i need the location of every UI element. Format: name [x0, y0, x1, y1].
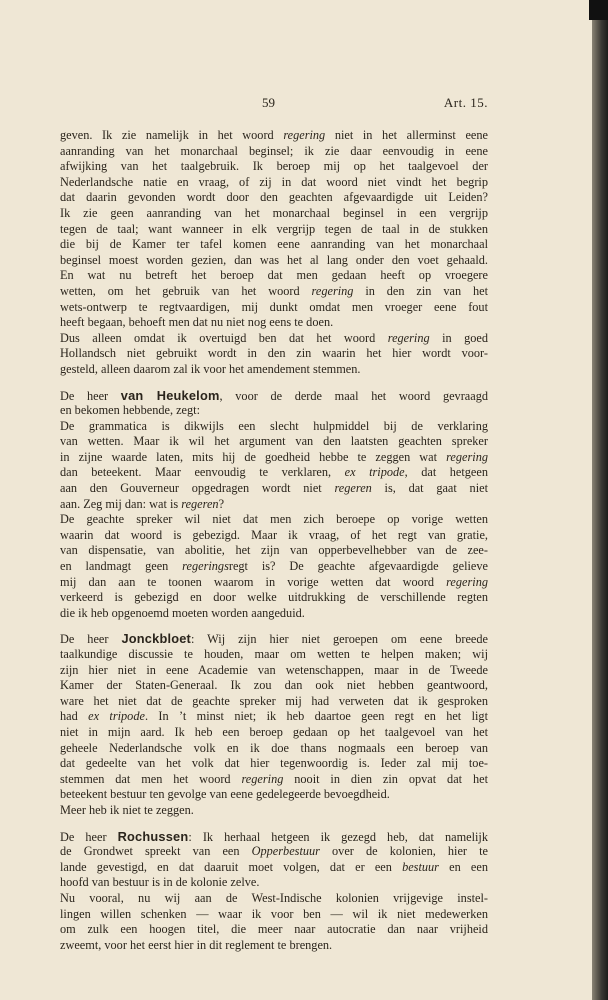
- italic-term: ex tripode: [88, 709, 145, 724]
- text-line: dat gedeelte van het volk dat hier tegenwoordig is. Ieder zal mij toe-: [60, 756, 488, 771]
- text-line: had ex tripode. In ’t minst niet; ik heb daartoe geen regt en het ligt: [60, 709, 488, 724]
- paragraph-gap: [60, 621, 488, 631]
- text-line: De geachte spreker wil niet dat men zich beroepe op vorige wetten: [60, 512, 488, 527]
- page-edge: [592, 0, 608, 1000]
- text-line: lande gevestigd, en dat daaruit moet volgen, dat er een bestuur en een: [60, 859, 488, 874]
- text-line: beginsel moest worden gezien, dan was het al lang onder den voet gehaald.: [60, 252, 488, 267]
- italic-term: regering: [446, 449, 488, 464]
- text-line: aan den Gouverneur opgedragen wordt niet regeren is, dat gaat niet: [60, 481, 488, 496]
- text-line: ware het niet dat de geachte spreker mij had verweten dat ik gesproken: [60, 693, 488, 708]
- text-line: en bekomen hebbende, zegt:: [60, 403, 200, 418]
- speaker-name: van Heukelom: [120, 387, 220, 403]
- text-line: mij dan aan te toonen waarom in vorige wetten dat woord regering: [60, 574, 488, 589]
- text-line: wets-ontwerp te regtvaardigen, mij dunkt omdat men vroeger eene fout: [60, 299, 488, 314]
- text-line: verkeerd is gebezigd en door welke uitdrukking de verschillende regten: [60, 590, 488, 605]
- text-line: heeft begaan, behoeft men dat nu niet nog eens te doen.: [60, 315, 334, 330]
- text-line: De heer Rochussen: Ik herhaal hetgeen ik gezegd heb, dat namelijk: [60, 828, 488, 844]
- speaker-name: Rochussen: [117, 828, 189, 844]
- text-line: geven. Ik zie namelijk in het woord regering niet in het allerminst eene: [60, 128, 488, 142]
- text-line: aan. Zeg mij dan: wat is regeren?: [60, 496, 225, 511]
- text-line: van dispensatie, van abolitie, het zijn van opperbevelhebber van de zee-: [60, 543, 488, 558]
- paragraph-gap: [60, 819, 488, 829]
- text-line: die ik heb opgenoemd moeten worden aangeduid.: [60, 605, 305, 620]
- text-line: niet in mijn aard. Ik heb een beroep gedaan op het taalgevoel van het: [60, 724, 488, 739]
- italic-term: regering: [446, 574, 488, 589]
- text-line: die bij de Kamer ter tafel komen eene aanranding van het monarchaal: [60, 237, 488, 252]
- text-line: Hollandsch niet gebruikt wordt in den zin waarin het hier wordt voor-: [60, 346, 488, 361]
- text-line: afwijking van het taalgebruik. Ik beroep mij op het taalgevoel der: [60, 159, 488, 174]
- text-line: zweemt, voor het eerst hier in dit reglement te brengen.: [60, 937, 333, 952]
- text-line: in zijne waarde laten, mits hij de goedheid hebbe te zeggen wat regering: [60, 449, 488, 464]
- text-line: van wetten. Maar ik wil het argument van den laatsten geachten spreker: [60, 434, 488, 449]
- text-line: aanranding van het monarchaal beginsel; ik zie daar eenvoudig in eene: [60, 143, 488, 158]
- text-line: dan beteekent. Maar eenvoudig te verklaren, ex tripode, dat hetgeen: [60, 465, 488, 480]
- text-line: Ik zie geen aanranding van het monarchaal beginsel in een vergrijp: [60, 205, 488, 220]
- text-line: hoofd van bestuur is in de kolonie zelve.: [60, 875, 260, 890]
- text-line: zijn hier niet in eene Academie van wetenschappen, maar in de Tweede: [60, 662, 488, 677]
- text-line: En wat nu betreft het beroep dat men gedaan heeft op vroegere: [60, 268, 488, 283]
- italic-term: regeren: [181, 496, 219, 511]
- text-line: Kamer der Staten-Generaal. Ik zou dan ook niet hebben geantwoord,: [60, 678, 488, 693]
- scan-corner: [589, 0, 608, 20]
- text-line: om zulk een hoogen titel, die meer naar autocratie dan naar vrijheid: [60, 922, 488, 937]
- italic-term: regerings: [182, 559, 229, 574]
- article-reference: Art. 15.: [443, 95, 488, 110]
- text-line: Nederlandsche natie en vraag, of zij in dat woord niet vindt het begrip: [60, 174, 488, 189]
- text-line: taalkundige discussie te houden, maar om wetten te helpen maken; wij: [60, 647, 488, 661]
- page-header: [60, 95, 488, 113]
- italic-term: ex tripode: [344, 465, 405, 480]
- text-line: Nu vooral, nu wij aan de West-Indische kolonien vrijgevige instel-: [60, 890, 488, 905]
- text-line: gesteld, alleen daarom zal ik voor het amendement stemmen.: [60, 361, 361, 376]
- text-line: tegen de taal; want wanneer in elk vergrijp tegen de taal in de stukken: [60, 221, 488, 236]
- text-line: waarin dat woord is gebezigd. Maar ik vraag, of het regt van gratie,: [60, 527, 488, 542]
- italic-term: bestuur: [402, 859, 439, 874]
- text-line: stemmen dat men het woord regering nooit in dien zin opvat dat het: [60, 771, 488, 786]
- body-text: [60, 128, 488, 953]
- italic-term: regering: [311, 283, 354, 298]
- text-line: dat daarin gevonden wordt door den geachten afgevaardigde uit Leiden?: [60, 190, 488, 205]
- italic-term: regering: [283, 128, 326, 142]
- text-line: beteekent bestuur ten gevolge van eene gedelegeerde bevoegdheid.: [60, 787, 390, 802]
- page-number: 59: [262, 95, 275, 110]
- text-line: Meer heb ik niet te zeggen.: [60, 802, 194, 817]
- text-line: De heer van Heukelom, voor de derde maal het woord gevraagd: [60, 387, 489, 403]
- text-line: De heer Jonckbloet: Wij zijn hier niet geroepen om eene breede: [60, 631, 488, 647]
- text-line: en landmagt geen regeringsregt is? De geachte afgevaardigde gelieve: [60, 559, 488, 574]
- paragraph-gap: [60, 378, 488, 388]
- text-line: wetten, om het gebruik van het woord regering in den zin van het: [60, 283, 488, 298]
- text-line: De grammatica is dikwijls een slecht hulpmiddel bij de verklaring: [60, 418, 488, 433]
- text-line: Dus alleen omdat ik overtuigd ben dat het woord regering in goed: [60, 330, 488, 345]
- italic-term: Opperbestuur: [251, 844, 320, 859]
- italic-term: regeren: [334, 481, 372, 496]
- italic-term: regering: [387, 330, 430, 345]
- speaker-name: Jonckbloet: [121, 631, 192, 647]
- italic-term: regering: [241, 771, 284, 786]
- text-line: geheele Nederlandsche volk en ik doe thans nogmaals een beroep van: [60, 740, 488, 755]
- text-line: de Grondwet spreekt van een Opperbestuur over de kolonien, hier te: [60, 844, 488, 859]
- text-line: lingen willen schenken — waar ik voor ben — wil ik niet medewerken: [60, 906, 488, 921]
